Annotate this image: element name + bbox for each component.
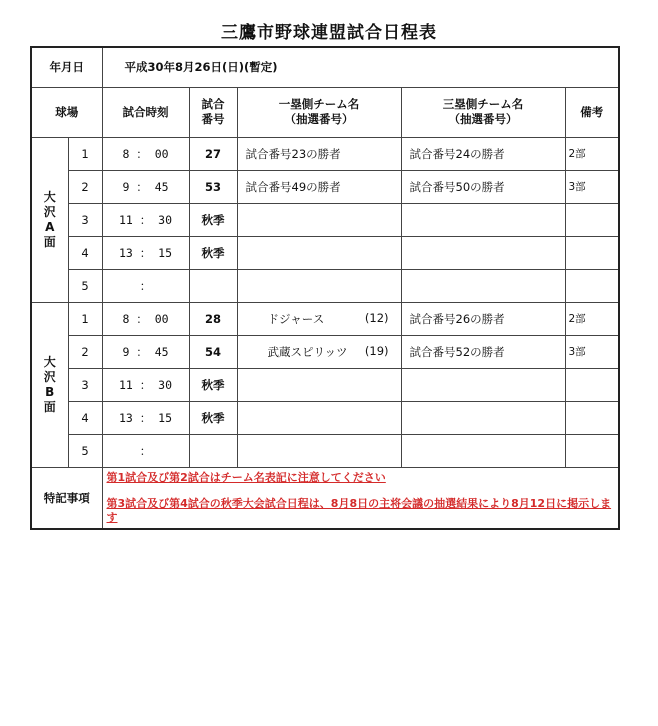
game-time: 8 ： 00	[102, 302, 189, 335]
schedule-table	[30, 46, 620, 530]
game-time: 11 ： 30	[102, 203, 189, 236]
game-number: 28	[189, 302, 237, 335]
schedule-body	[31, 47, 619, 529]
game-number: 秋季	[189, 401, 237, 434]
header-first-base-line2: （抽選番号）	[284, 112, 354, 126]
header-game-no	[189, 87, 237, 137]
third-base-team: 試合番号50の勝者	[401, 170, 565, 203]
game-time: 9 ： 45	[102, 170, 189, 203]
game-time: 13 ： 15	[102, 236, 189, 269]
date-row	[31, 47, 619, 87]
game-row	[31, 302, 619, 335]
venue-name-char: B	[45, 384, 55, 399]
header-game-no-line1: 試合	[201, 97, 225, 111]
header-first-base	[237, 87, 401, 137]
game-time: ：	[102, 269, 189, 302]
game-index: 1	[68, 302, 102, 335]
game-row	[31, 269, 619, 302]
game-number: 54	[189, 335, 237, 368]
game-time: 11 ： 30	[102, 368, 189, 401]
game-note	[565, 368, 619, 401]
game-index: 4	[68, 401, 102, 434]
third-base-team	[401, 368, 565, 401]
header-third-base	[401, 87, 565, 137]
memo-label: 特記事項	[31, 467, 102, 529]
first-base-team	[237, 368, 401, 401]
header-third-base-line1: 三塁側チーム名	[442, 97, 524, 111]
game-number	[189, 434, 237, 467]
first-base-draw-number: (19)	[364, 343, 389, 358]
game-row	[31, 434, 619, 467]
game-index: 2	[68, 170, 102, 203]
first-base-team: 試合番号49の勝者	[237, 170, 401, 203]
game-note	[565, 269, 619, 302]
venue-name-char: 大	[43, 354, 56, 369]
game-note: 2部	[565, 302, 619, 335]
game-note	[565, 203, 619, 236]
first-base-team: 試合番号23の勝者	[237, 137, 401, 170]
third-base-team	[401, 236, 565, 269]
first-base-team	[237, 269, 401, 302]
first-base-team	[237, 401, 401, 434]
game-index: 1	[68, 137, 102, 170]
third-base-team	[401, 269, 565, 302]
game-number: 53	[189, 170, 237, 203]
third-base-team: 試合番号26の勝者	[401, 302, 565, 335]
third-base-team	[401, 434, 565, 467]
memo-line: 第3試合及び第4試合の秋季大会試合日程は、8月8日の主将会議の抽選結果により8月12日に掲示します	[106, 496, 612, 524]
game-row	[31, 137, 619, 170]
first-base-team	[237, 203, 401, 236]
venue-name-char: 面	[43, 234, 56, 249]
game-note: 3部	[565, 335, 619, 368]
venue-name-char: 沢	[43, 369, 56, 384]
game-row	[31, 401, 619, 434]
header-first-base-line1: 一塁側チーム名	[278, 97, 360, 111]
game-row	[31, 170, 619, 203]
header-third-base-line2: （抽選番号）	[448, 112, 518, 126]
game-note	[565, 434, 619, 467]
first-base-team-name: ドジャース	[267, 311, 325, 326]
first-base-draw-number: (12)	[364, 310, 389, 325]
game-note	[565, 401, 619, 434]
first-base-team-name: 武蔵スピリッツ	[267, 344, 348, 359]
game-number	[189, 269, 237, 302]
venue-name-char: 大	[43, 189, 56, 204]
third-base-team	[401, 203, 565, 236]
game-number: 27	[189, 137, 237, 170]
game-row	[31, 335, 619, 368]
game-time: ：	[102, 434, 189, 467]
game-time: 9 ： 45	[102, 335, 189, 368]
memo-line: 第1試合及び第2試合はチーム名表記に注意してください	[106, 470, 386, 484]
first-base-team	[237, 335, 401, 368]
venue-name	[31, 137, 68, 302]
game-time: 13 ： 15	[102, 401, 189, 434]
first-base-team	[237, 236, 401, 269]
game-index: 3	[68, 203, 102, 236]
header-game-no-line2: 番号	[201, 112, 225, 126]
memo-row	[31, 467, 619, 529]
third-base-team	[401, 401, 565, 434]
game-index: 5	[68, 269, 102, 302]
date-value: 平成30年8月26日(日)(暫定)	[102, 47, 619, 87]
venue-name	[31, 302, 68, 467]
game-note	[565, 236, 619, 269]
game-row	[31, 203, 619, 236]
game-row	[31, 368, 619, 401]
header-venue: 球場	[31, 87, 102, 137]
game-index: 3	[68, 368, 102, 401]
date-label: 年月日	[31, 47, 102, 87]
game-note: 2部	[565, 137, 619, 170]
third-base-team: 試合番号52の勝者	[401, 335, 565, 368]
header-note: 備考	[565, 87, 619, 137]
venue-name-char: A	[45, 219, 55, 234]
game-number: 秋季	[189, 368, 237, 401]
game-number: 秋季	[189, 203, 237, 236]
game-row	[31, 236, 619, 269]
memo-content	[102, 467, 619, 529]
header-row	[31, 87, 619, 137]
game-index: 4	[68, 236, 102, 269]
header-time: 試合時刻	[102, 87, 189, 137]
third-base-team: 試合番号24の勝者	[401, 137, 565, 170]
game-note: 3部	[565, 170, 619, 203]
first-base-team	[237, 302, 401, 335]
game-index: 2	[68, 335, 102, 368]
game-index: 5	[68, 434, 102, 467]
game-number: 秋季	[189, 236, 237, 269]
venue-name-char: 沢	[43, 204, 56, 219]
venue-name-char: 面	[43, 399, 56, 414]
page-title: 三鷹市野球連盟試合日程表	[221, 23, 437, 43]
game-time: 8 ： 00	[102, 137, 189, 170]
first-base-team	[237, 434, 401, 467]
